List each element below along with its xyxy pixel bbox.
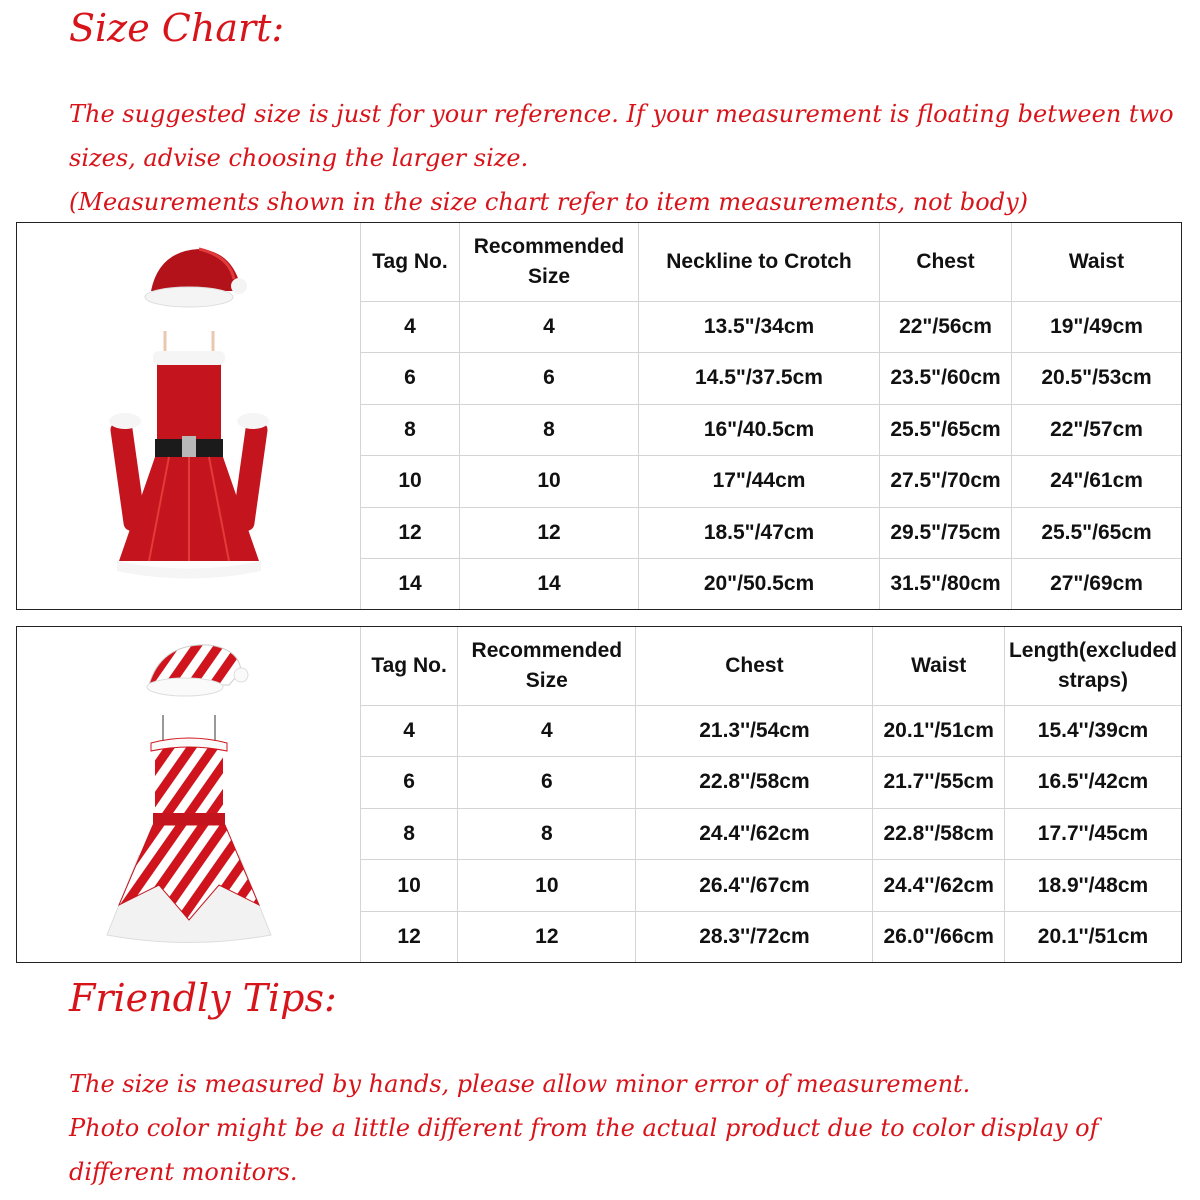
cell: 29.5"/75cm — [880, 507, 1012, 559]
cell: 8 — [361, 808, 458, 860]
size-chart-sequin-dress — [16, 222, 1182, 610]
cell: 23.5"/60cm — [880, 353, 1012, 405]
cell: 22.8''/58cm — [636, 757, 873, 809]
cell: 14.5"/37.5cm — [639, 353, 880, 405]
header-chest: Chest — [880, 223, 1012, 301]
cell: 16"/40.5cm — [639, 404, 880, 456]
table-row — [361, 404, 1182, 456]
header-tag-no: Tag No. — [361, 627, 458, 705]
header-tag-no: Tag No. — [361, 223, 460, 301]
cell: 4 — [458, 705, 636, 757]
cell: 21.7''/55cm — [873, 757, 1005, 809]
cell: 8 — [458, 808, 636, 860]
size-chart-candy-dress — [16, 626, 1182, 963]
cell: 17.7''/45cm — [1004, 808, 1181, 860]
table-row — [361, 705, 1182, 757]
cell: 22.8''/58cm — [873, 808, 1005, 860]
header-recommended-size: Recommended Size — [460, 223, 639, 301]
table-row — [361, 860, 1182, 912]
cell: 10 — [361, 860, 458, 912]
cell: 18.9''/48cm — [1004, 860, 1181, 912]
cell: 10 — [458, 860, 636, 912]
cell: 27"/69cm — [1012, 559, 1182, 610]
cell: 20.1''/51cm — [873, 705, 1005, 757]
intro-line: sizes, advise choosing the larger size. — [69, 144, 529, 172]
cell: 8 — [361, 404, 460, 456]
cell: 19"/49cm — [1012, 301, 1182, 353]
page-title: Size Chart: — [69, 6, 285, 50]
cell: 14 — [361, 559, 460, 610]
cell: 8 — [460, 404, 639, 456]
table-row — [361, 301, 1182, 353]
cell: 27.5"/70cm — [880, 456, 1012, 508]
header-waist: Waist — [1012, 223, 1182, 301]
cell: 12 — [361, 507, 460, 559]
cell: 24.4''/62cm — [636, 808, 873, 860]
intro-line: The suggested size is just for your reference. If your measurement is floating between two — [69, 100, 1174, 128]
cell: 12 — [460, 507, 639, 559]
cell: 6 — [460, 353, 639, 405]
cell: 10 — [361, 456, 460, 508]
tips-title: Friendly Tips: — [69, 976, 337, 1020]
cell: 14 — [460, 559, 639, 610]
cell: 24.4''/62cm — [873, 860, 1005, 912]
header-neckline-to-crotch: Neckline to Crotch — [639, 223, 880, 301]
cell: 20"/50.5cm — [639, 559, 880, 610]
cell: 13.5"/34cm — [639, 301, 880, 353]
cell: 26.0''/66cm — [873, 911, 1005, 962]
cell: 15.4''/39cm — [1004, 705, 1181, 757]
cell: 17"/44cm — [639, 456, 880, 508]
cell: 20.5"/53cm — [1012, 353, 1182, 405]
cell: 16.5''/42cm — [1004, 757, 1181, 809]
header-length: Length(excluded straps) — [1004, 627, 1181, 705]
cell: 20.1''/51cm — [1004, 911, 1181, 962]
cell: 24"/61cm — [1012, 456, 1182, 508]
cell: 18.5"/47cm — [639, 507, 880, 559]
intro-text — [69, 92, 1179, 224]
cell: 12 — [458, 911, 636, 962]
table-header-row — [361, 223, 1182, 301]
cell: 26.4''/67cm — [636, 860, 873, 912]
tip-line: different monitors. — [69, 1158, 298, 1186]
cell: 12 — [361, 911, 458, 962]
table-header-row — [361, 627, 1182, 705]
size-table-1 — [360, 223, 1181, 609]
table-row — [361, 911, 1182, 962]
table-row — [361, 559, 1182, 610]
size-table-2 — [360, 627, 1181, 962]
tips-text — [69, 1062, 1179, 1194]
cell: 4 — [460, 301, 639, 353]
tip-line: The size is measured by hands, please allow minor error of measurement. — [69, 1070, 971, 1098]
table-row — [361, 353, 1182, 405]
header-waist: Waist — [873, 627, 1005, 705]
cell: 4 — [361, 705, 458, 757]
cell: 22"/56cm — [880, 301, 1012, 353]
table-row — [361, 757, 1182, 809]
product-photo-candy-dress — [17, 627, 360, 962]
product-photo-sequin-dress — [17, 223, 360, 609]
header-recommended-size: Recommended Size — [458, 627, 636, 705]
cell: 10 — [460, 456, 639, 508]
cell: 22"/57cm — [1012, 404, 1182, 456]
cell: 28.3''/72cm — [636, 911, 873, 962]
cell: 25.5"/65cm — [1012, 507, 1182, 559]
cell: 6 — [361, 353, 460, 405]
tip-line: Photo color might be a little different from the actual product due to color display of — [69, 1114, 1099, 1142]
cell: 4 — [361, 301, 460, 353]
table-row — [361, 507, 1182, 559]
cell: 6 — [361, 757, 458, 809]
header-chest: Chest — [636, 627, 873, 705]
cell: 31.5"/80cm — [880, 559, 1012, 610]
table-row — [361, 808, 1182, 860]
cell: 25.5"/65cm — [880, 404, 1012, 456]
cell: 6 — [458, 757, 636, 809]
intro-line: (Measurements shown in the size chart refer to item measurements, not body) — [69, 188, 1029, 216]
table-row — [361, 456, 1182, 508]
cell: 21.3''/54cm — [636, 705, 873, 757]
